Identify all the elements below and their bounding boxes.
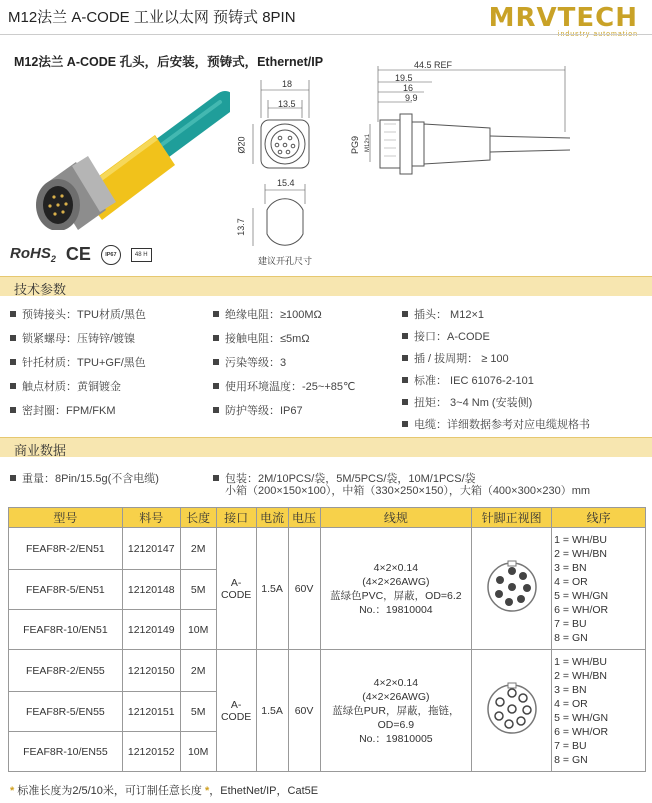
spec-item: 插 / 拔周期： ≥ 100 [402, 350, 590, 372]
page-title: M12法兰 A-CODE 工业以太网 预铸式 8PIN [8, 9, 296, 26]
cable-cell: 4×2×0.14 (4×2×26AWG) 蓝绿色PUR，屏蔽，拖链， OD=6.9 No.：19810005 [320, 650, 472, 772]
model-cell: FEAF8R-10/EN51 [9, 610, 123, 650]
voltage-cell: 60V [288, 528, 320, 650]
dim-15-4-label: 15.4 [277, 178, 295, 188]
packing-info: 包装：2M/10PCS/袋，5M/5PCS/袋，10M/1PCS/袋 [213, 470, 476, 486]
length-cell: 5M [180, 692, 216, 732]
model-cell: FEAF8R-2/EN55 [9, 650, 123, 692]
model-cell: FEAF8R-5/EN51 [9, 570, 123, 610]
section-tech-header: 技术参数 [0, 276, 652, 296]
spec-item: 扭矩： 3~4 Nm (安装侧) [402, 394, 590, 416]
title-divider [0, 34, 652, 35]
panel-cutout-shape [267, 199, 303, 246]
spec-item: 触点材质：黄铜镀金 [10, 378, 146, 402]
spec-item: 防护等级：IP67 [213, 402, 355, 426]
ce-badge: CE [65, 244, 91, 264]
table-row [9, 528, 646, 570]
tech-col-1 [10, 306, 146, 426]
cable-cell: 4×2×0.14 (4×2×26AWG) 蓝绿色PVC，屏蔽，OD=6.2 No.：19810004 [320, 528, 472, 650]
spec-item: 针托材质：TPU+GF/黑色 [10, 354, 146, 378]
part-cell: 12120150 [122, 650, 180, 692]
header-model: 型号 [9, 508, 123, 528]
header-cable: 线规 [320, 508, 472, 528]
part-cell: 12120148 [122, 570, 180, 610]
section-business-header: 商业数据 [0, 437, 652, 457]
pin-view-cell [472, 650, 552, 772]
length-cell: 5M [180, 570, 216, 610]
header-wiring: 线序 [552, 508, 646, 528]
spec-item: 预铸接头：TPU材质/黑色 [10, 306, 146, 330]
pin-view-cell [472, 528, 552, 650]
length-cell: 2M [180, 528, 216, 570]
side-view-drawing [340, 62, 580, 192]
part-cell: 12120149 [122, 610, 180, 650]
current-cell: 1.5A [256, 650, 288, 772]
spec-item: 密封圈：FPM/FKM [10, 402, 146, 426]
table-row [9, 650, 646, 692]
dim-44-5-label: 44.5 REF [414, 60, 453, 70]
cert-badges [10, 244, 152, 265]
model-cell: FEAF8R-5/EN55 [9, 692, 123, 732]
spec-item: 使用环境温度：-25~+85℃ [213, 378, 355, 402]
dim-13-7-label: 13.7 [235, 218, 246, 236]
cable-shape [160, 102, 225, 150]
spec-item: 接口：A-CODE [402, 328, 590, 350]
dim-pg9-label: PG9 [350, 135, 361, 155]
spec-item: 插头： M12×1 [402, 306, 590, 328]
product-subtitle: M12法兰 A-CODE 孔头，后安装，预铸式，Ethernet/IP [14, 55, 324, 69]
footer-note: * 标准长度为2/5/10米，可订制任意长度 *，EthetNet/IP，Cat5E [10, 785, 319, 797]
logo-text: MRVTECH [488, 3, 638, 33]
panel-cutout-caption: 建议开孔尺寸 [258, 256, 313, 266]
spec-item: 电缆：详细数据参考对应电缆规格书 [402, 416, 590, 438]
product-table [8, 507, 646, 772]
interface-cell: A-CODE [216, 528, 256, 650]
dim-19-5-label: 19.5 [395, 73, 413, 83]
salt-spray-badge: 48 H [131, 248, 152, 262]
pin-face-diagram [482, 557, 542, 617]
dim-18-label: 18 [282, 79, 293, 89]
spec-item: 锁紧螺母：压铸锌/镀镍 [10, 330, 146, 354]
dim-20-label: Ø20 [236, 136, 247, 154]
spec-item: 接触电阻：≤5mΩ [213, 330, 355, 354]
dim-13-5-label: 13.5 [278, 99, 296, 109]
table-header-row [9, 508, 646, 528]
current-cell: 1.5A [256, 528, 288, 650]
dim-9-9-label: 9.9 [405, 93, 418, 103]
thread-label: M12x1 [365, 133, 372, 153]
dim-16-label: 16 [403, 83, 414, 93]
header-pin-view: 针脚正视图 [472, 508, 552, 528]
length-cell: 10M [180, 610, 216, 650]
part-cell: 12120152 [122, 732, 180, 772]
box-sizes: 小箱（200×150×100），中箱（330×250×150），大箱（400×300×230）mm [225, 485, 591, 497]
weight-info: 重量：8Pin/15.5g(不含电缆) [10, 470, 159, 486]
header-voltage: 电压 [288, 508, 320, 528]
model-cell: FEAF8R-10/EN55 [9, 732, 123, 772]
tech-col-3 [402, 306, 590, 438]
header-part: 料号 [122, 508, 180, 528]
product-photo [10, 80, 230, 230]
tech-col-2 [213, 306, 355, 426]
voltage-cell: 60V [288, 650, 320, 772]
wiring-cell: 1 = WH/BU 2 = WH/BN 3 = BN 4 = OR 5 = WH/GN 6 = WH/OR 7 = BU 8 = GN [552, 528, 646, 650]
header-length: 长度 [180, 508, 216, 528]
spec-item: 绝缘电阻：≥100MΩ [213, 306, 355, 330]
length-cell: 2M [180, 650, 216, 692]
wiring-cell: 1 = WH/BU 2 = WH/BN 3 = BN 4 = OR 5 = WH/GN 6 = WH/OR 7 = BU 8 = GN [552, 650, 646, 772]
header-interface: 接口 [216, 508, 256, 528]
pin-face-diagram [482, 679, 542, 739]
spec-item: 污染等级：3 [213, 354, 355, 378]
length-cell: 10M [180, 732, 216, 772]
interface-cell: A-CODE [216, 650, 256, 772]
part-cell: 12120151 [122, 692, 180, 732]
rohs-badge: RoHS$_2$ [10, 245, 56, 264]
model-cell: FEAF8R-2/EN51 [9, 528, 123, 570]
ip67-badge: IP67 [101, 245, 121, 265]
spec-item: 标准： IEC 61076-2-101 [402, 372, 590, 394]
header-current: 电流 [256, 508, 288, 528]
part-cell: 12120147 [122, 528, 180, 570]
